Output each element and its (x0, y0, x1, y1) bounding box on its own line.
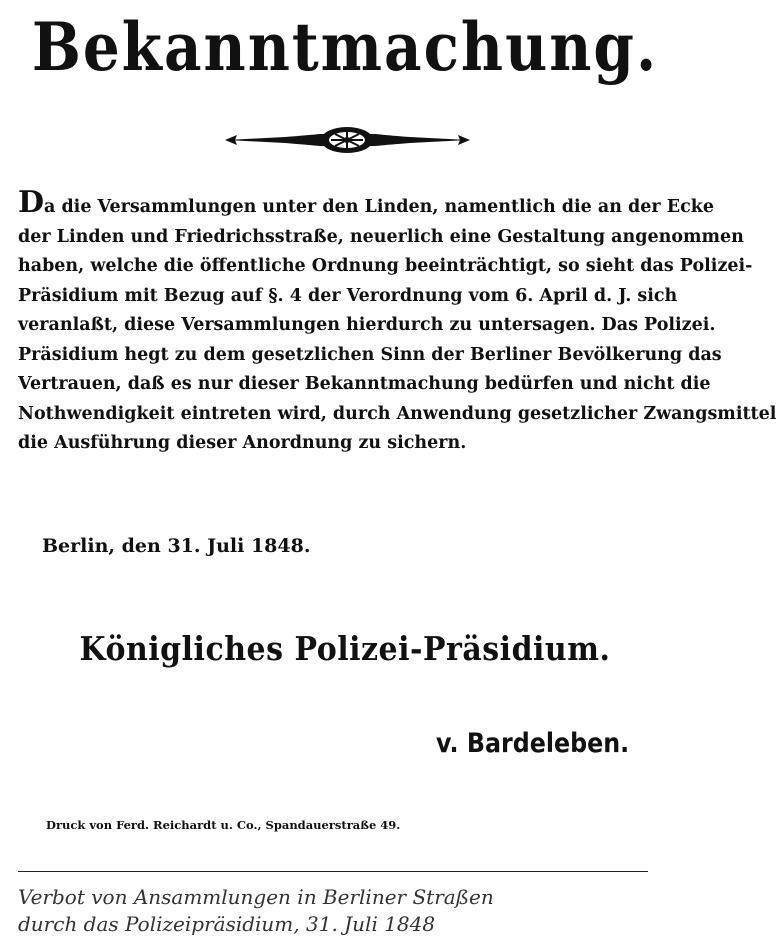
decorative-divider-ornament-icon (225, 122, 470, 158)
body-line-2: der Linden und Friedrichsstraße, neuerlich eine Gestaltung angenommen (18, 226, 744, 247)
body-line-7: Vertrauen, daß es nur dieser Bekanntmachung bedürfen und nicht die (18, 374, 711, 394)
body-line-8: Nothwendigkeit eintreten wird, durch Anwendung gesetzlicher Zwangsmittel (18, 403, 776, 424)
body-line-4: Präsidium mit Bezug auf §. 4 der Verordnung vom 6. April d. J. sich (18, 285, 678, 306)
figure-caption (18, 884, 658, 938)
caption-line-2: durch das Polizeipräsidium, 31. Juli 1848 (18, 912, 436, 936)
body-line-5: veranlaßt, diese Versammlungen hierdurch zu untersagen. Das Polizei. (18, 315, 716, 335)
body-line-1: Da die Versammlungen unter den Linden, namentlich die an der Ecke (18, 185, 714, 220)
body-line-3: haben, welche die öffentliche Ordnung beeinträchtigt, so sieht das Polizei- (18, 256, 753, 276)
caption-divider (18, 871, 648, 872)
printer-imprint: Druck von Ferd. Reichardt u. Co., Spandauerstraße 49. (46, 818, 401, 832)
notice-body (18, 185, 776, 459)
notice-title: Bekanntmachung. (31, 8, 659, 87)
body-line-6: Präsidium hegt zu dem gesetzlichen Sinn der Berliner Bevölkerung das (18, 344, 722, 365)
body-line-9: die Ausführung dieser Anordnung zu sichern. (18, 433, 467, 453)
signature-name: v. Bardeleben. (436, 728, 630, 759)
notice-date: Berlin, den 31. Juli 1848. (42, 535, 311, 557)
drop-initial: D (18, 185, 45, 220)
issuing-authority: Königliches Polizei-Präsidium. (79, 630, 611, 669)
caption-line-1: Verbot von Ansammlungen in Berliner Straßen (18, 885, 494, 909)
